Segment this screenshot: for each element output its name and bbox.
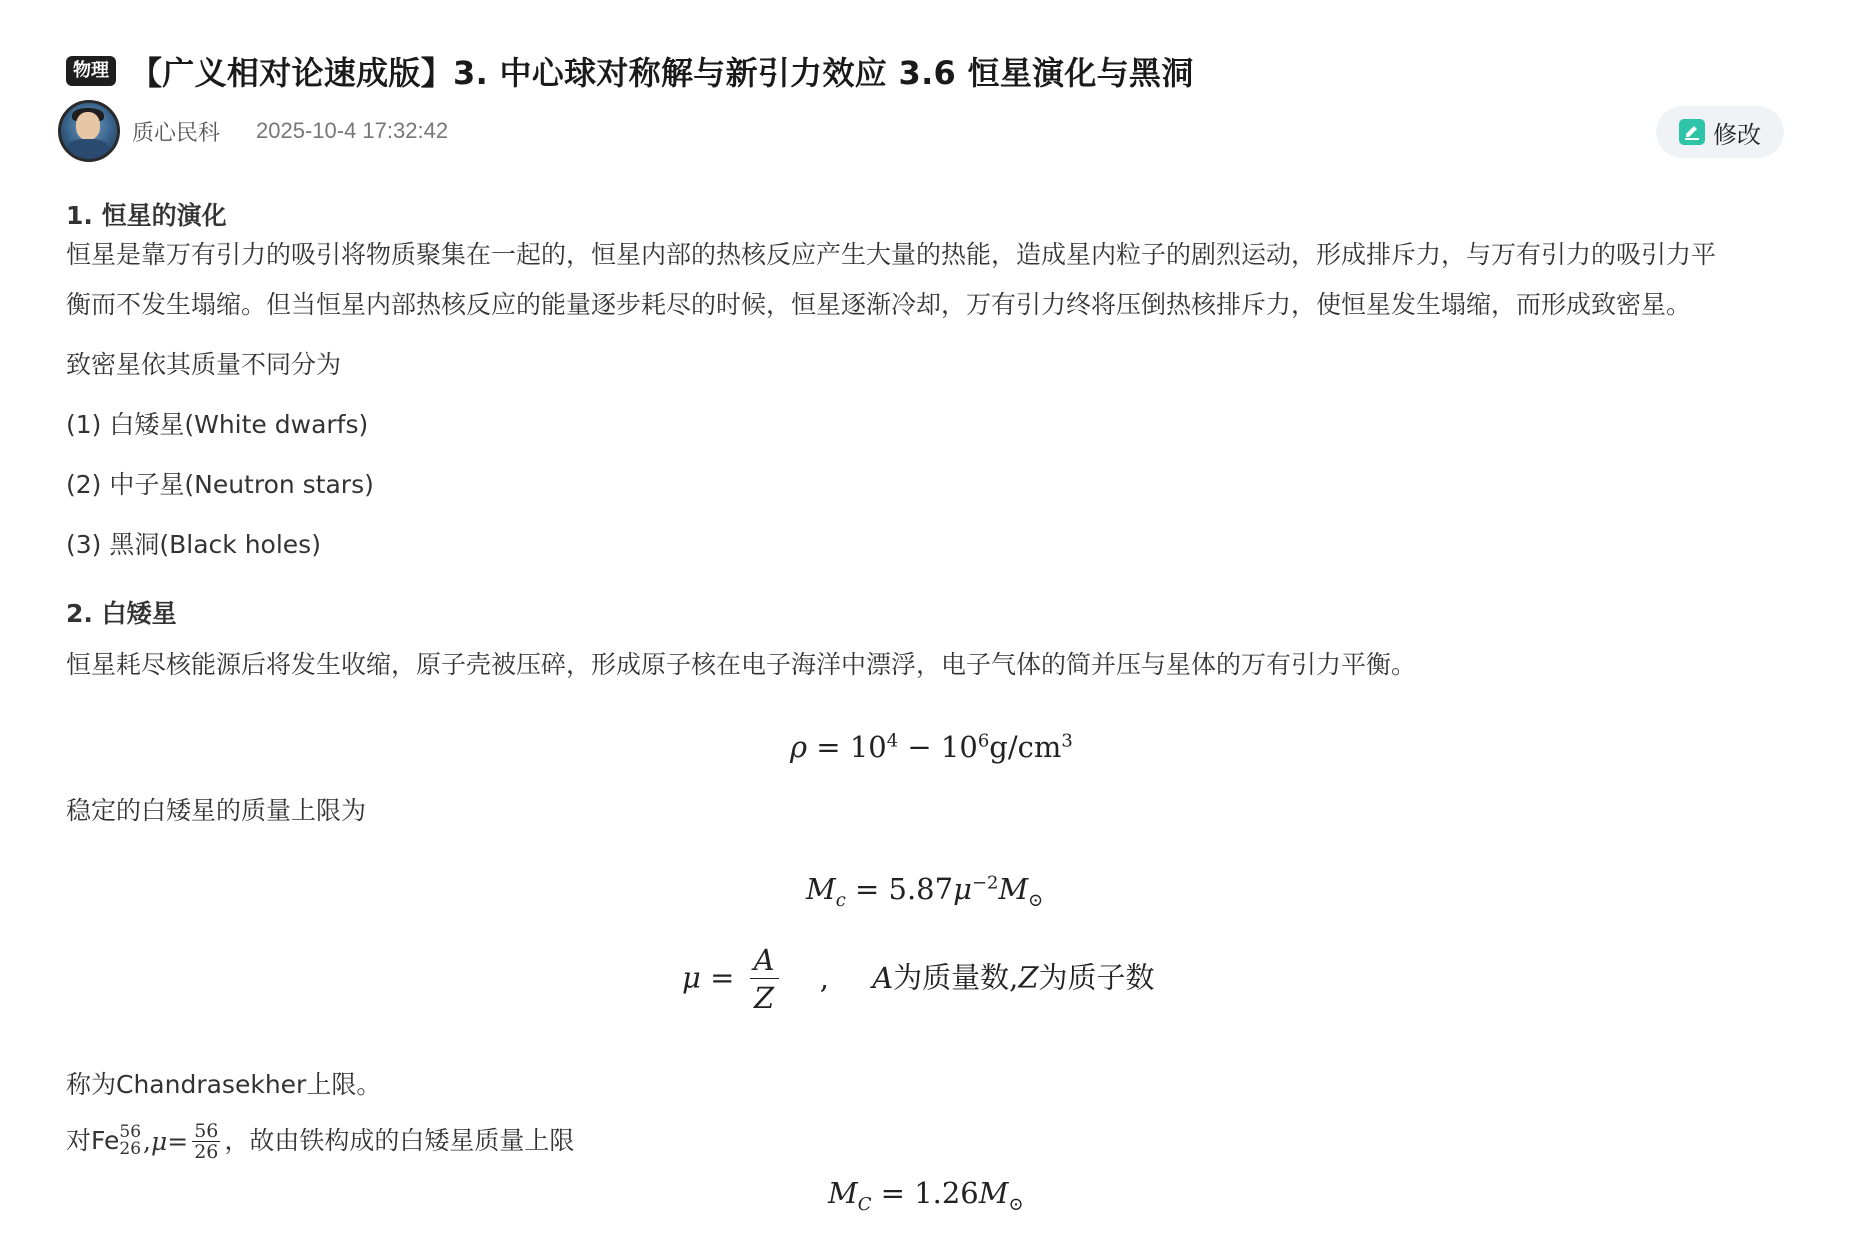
list-item: (1) 白矮星(White dwarfs)	[66, 410, 369, 439]
equation-iron-mass-limit: $M_C = 1.26M_⊙$	[828, 1176, 1024, 1215]
author-name[interactable]: 质心民科	[132, 120, 221, 146]
paragraph-mass-limit: 稳定的白矮星的质量上限为	[66, 796, 367, 825]
category-tag[interactable]: 物理	[66, 56, 116, 86]
avatar-face	[76, 112, 100, 140]
paragraph-compact-stars: 致密星依其质量不同分为	[66, 350, 342, 379]
equation-mu-definition: μ = $\frac{A}{Z}$ , A为质量数,Z为质子数	[682, 943, 1155, 1015]
paragraph-chandrasekhar: 称为Chandrasekher上限。	[66, 1070, 382, 1099]
page-title: 【广义相对论速成版】3. 中心球对称解与新引力效应 3.6 恒星演化与黑洞	[130, 54, 1194, 92]
paragraph-white-dwarf: 恒星耗尽核能源后将发生收缩，原子壳被压碎，形成原子核在电子海洋中漂浮，电子气体的简并压与星体的万有引力平衡。	[66, 650, 1417, 679]
avatar-body	[67, 139, 109, 162]
title-row	[66, 48, 1194, 94]
author-meta	[58, 100, 448, 162]
section-heading-evolution: 1. 恒星的演化	[66, 201, 227, 230]
paragraph-evolution-line2: 衡而不发生塌缩。但当恒星内部热核反应的能量逐步耗尽的时候，恒星逐渐冷却，万有引力终将压倒热核排斥力，使恒星发生塌缩，而形成致密星。	[66, 290, 1692, 319]
equation-density: $\rho = 10^4 - 10^6g/cm^3$	[790, 730, 1073, 764]
paragraph-iron: 对Fe 56 26 , μ = $\frac{56}{26}$ ，故由铁构成的白矮星质量上限	[66, 1119, 575, 1163]
publish-date: 2025-10-4 17:32:42	[256, 118, 449, 143]
list-item: (3) 黑洞(Black holes)	[66, 530, 321, 559]
edit-pencil-icon	[1679, 119, 1705, 145]
equation-chandrasekhar-mass: $M_c = 5.87\mu^{-2}M_⊙$	[806, 872, 1044, 911]
section-heading-white-dwarf: 2. 白矮星	[66, 599, 177, 628]
list-item: (2) 中子星(Neutron stars)	[66, 470, 374, 499]
edit-button[interactable]	[1656, 106, 1784, 158]
paragraph-evolution-line1: 恒星是靠万有引力的吸引将物质聚集在一起的，恒星内部的热核反应产生大量的热能，造成星内粒子的剧烈运动，形成排斥力，与万有引力的吸引力平	[66, 240, 1717, 269]
avatar[interactable]	[58, 100, 120, 162]
edit-label: 修改	[1713, 120, 1761, 149]
